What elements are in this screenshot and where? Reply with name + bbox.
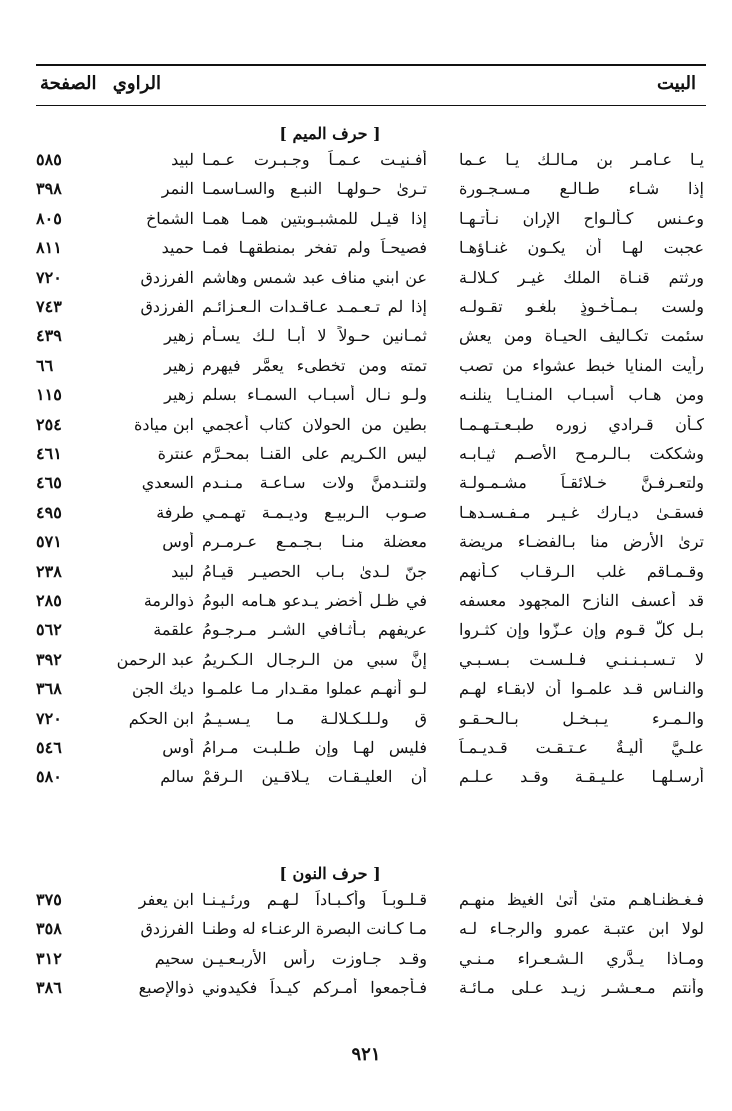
page-reference: ٧٢٠ [36,708,62,728]
narrator-name: الفرزدق [140,267,194,287]
verse-row [0,209,732,238]
verse-second-hemistich: تـرىٰ حـولهـا النبـع والسـاسمـا [202,179,427,199]
narrator-name: الفرزدق [140,297,194,316]
narrator-name: لبيد [171,561,194,581]
narrator-name: ابن الحكم [128,708,194,728]
page-reference: ٣٦٨ [36,679,62,699]
verse-first-hemistich: عجبت لهـا أن يكـون غنـاؤهـا [459,238,704,258]
narrator-name: ابن ميادة [134,414,194,434]
verse-first-hemistich: رأيت المنايا خبط عشواء من تصب [459,355,704,375]
verse-first-hemistich: إذا شـاء طـالـع مـسـجـورة [459,179,704,199]
verse-row [0,679,732,708]
verse-row [0,591,732,620]
verse-first-hemistich: سئمت تكـاليف الحيـاة ومن يعش [459,326,704,346]
verse-first-hemistich: وعـنس كـألـواح الإران نـأتـهـا [459,208,704,228]
page-reference: ١١٥ [36,385,62,405]
verse-second-hemistich: فصيحـاً ولم تفخر بمنطقهـا فمـا [202,238,427,258]
page-number: ٩٢١ [351,1044,381,1065]
verse-first-hemistich: ترىٰ الأرض منا بـالفضـاء مريضة [459,532,704,552]
section-title: [ حرف النون ] [279,864,381,883]
verse-first-hemistich: ورثتم قنـاة الملك غيـر كـلالـة [459,267,704,287]
page-reference: ٥٧١ [36,532,62,552]
header-top-rule [36,64,706,66]
page-reference: ٥٤٦ [36,738,62,757]
narrator-name: السعدي [141,473,194,493]
verse-first-hemistich: والنـاس قـد علمـوا أن لابقـاء لهـم [459,679,704,699]
verse-first-hemistich: لا تـسـبـنـنـي فـلـسـت بـسـبـي [459,649,704,669]
page-reference: ٥٨٠ [36,767,62,787]
verse-second-hemistich: معضلة منـا بـجـمـع عـرمـرم [202,532,427,552]
verse-first-hemistich: وقـمـاقم غلب الـرقـاب كـأنهم [459,561,704,581]
verse-row [0,150,732,179]
verse-second-hemistich: بطين من الحولان كتاب أعجمي [202,414,427,434]
verse-second-hemistich: قِ ولـلـكـلالـة مـا يـسـيـمُ [202,708,427,728]
narrator-name: علقمة [153,620,194,640]
verse-second-hemistich: تمته ومن تخطىء يعمَّر فيهرم [202,355,427,375]
verse-second-hemistich: في ظـل أخضر يـدعو هـامه البومُ [202,591,427,610]
narrator-name: الفرزدق [140,919,194,939]
verse-row [0,890,732,919]
verse-row [0,949,732,978]
verse-second-hemistich: عريفهم بـأثـافي الشـر مـرجـومُ [202,620,427,640]
verse-second-hemistich: ثمـانين حـولاً لا أبـا لـك يسـأم [202,326,427,346]
verse-row [0,978,732,1007]
verse-first-hemistich: ومـاذا يـدَّري الـشـعـراء مـنـي [459,948,704,968]
verse-first-hemistich: ولست بـمـأخـوذٍ بلغـو تقـولـه [459,297,704,316]
verse-second-hemistich: ولتنـدمنَّ ولات سـاعـة مـنـدم [202,473,427,493]
verse-row [0,385,732,414]
page-reference: ٣٩٨ [36,179,62,199]
header-verse: البيت [656,73,696,94]
verse-second-hemistich: ليس الكـريم على القنـا بمحـرَّم [202,444,427,463]
verse-second-hemistich: عن ابني مناف عبد شمس وهاشم [202,267,427,287]
narrator-name: ديك الجن [132,679,194,699]
page-reference: ٥٦٢ [36,620,62,640]
verse-row [0,356,732,385]
verse-second-hemistich: لـو أنهـم عملوا مقـدار مـا علمـوا [202,679,427,699]
verse-row [0,238,732,267]
verse-first-hemistich: لولا ابن عتبـة عمرو والرجـاء لـه [459,919,704,939]
verse-second-hemistich: أفـنيـت عـمـاً وجـبـرت عـمـا [202,150,427,169]
verse-first-hemistich: فسقـىٰ ديـارك غـيـر مـفـسـدهـا [459,502,704,522]
page-reference: ٤٦١ [36,444,62,463]
verse-second-hemistich: أن العليـقـات يـلاقـين الـرقمْ [202,767,427,787]
page-reference: ٣٨٦ [36,978,62,998]
verse-row [0,620,732,649]
section-title: [ حرف الميم ] [279,124,381,143]
page-reference: ٣٥٨ [36,919,62,939]
narrator-name: سالم [160,767,194,787]
narrator-name: النمر [161,179,194,199]
verse-second-hemistich: فـأجمعوا أمـركم كيـداً فكيدوني [202,978,427,998]
narrator-name: عبد الرحمن [116,649,194,669]
narrator-name: طرفة [156,502,194,522]
verse-second-hemistich: إذا لم تـعـمـد عـاقـدات الـعـزائـم [202,297,427,316]
verse-first-hemistich: ومن هـاب أسبـاب المنـايـا ينلنـه [459,385,704,405]
table-header [36,64,706,106]
verse-row [0,326,732,355]
verse-second-hemistich: إذا قيـل للمشبـوبتين همـا همـا [202,208,427,228]
page-reference: ٨١١ [36,238,62,258]
verse-first-hemistich: فـغـظنـاهـم متىٰ أتىٰ الغيظ منهـم [459,890,704,909]
verse-first-hemistich: والـمـرء يـبـخـل بـالـحـقـو [459,708,704,728]
verse-row [0,562,732,591]
header-narrator: الراوي [112,73,161,94]
verse-row [0,503,732,532]
page-reference: ٤٩٥ [36,502,62,522]
narrator-name: حميد [161,238,194,258]
page-reference: ٨٠٥ [36,208,62,228]
page-reference: ٢٥٤ [36,414,62,434]
verse-second-hemistich: مـا كـانت البصرة الرعنـاء له وطنـا [202,919,427,939]
page-reference: ٥٨٥ [36,150,62,169]
header-bottom-rule [36,105,706,106]
verse-second-hemistich: صـوب الـربيـع وديـمـة تهـمـي [202,502,427,522]
verse-second-hemistich: ولـو نـال أسبـاب السمـاء بسلم [202,385,427,405]
verse-first-hemistich: كـأن قـرادي زوره طبـعـتـهـمـا [459,414,704,434]
narrator-name: ذوالإصبع [138,978,194,998]
verse-row [0,709,732,738]
verse-first-hemistich: وأنتم مـعـشـر زيـد عـلى مـائـة [459,978,704,998]
narrator-name: زهير [164,326,194,346]
narrator-name: الشماخ [145,208,194,228]
verse-row [0,179,732,208]
verse-row [0,532,732,561]
verse-first-hemistich: أرسـلهـا علـيـقـة وقـد عـلـم [459,767,704,787]
page-reference: ٢٨٥ [36,591,62,610]
page-reference: ٢٣٨ [36,561,62,581]
verse-row [0,650,732,679]
page-reference: ٧٤٣ [36,297,62,316]
narrator-name: عنترة [157,444,194,463]
narrator-name: أوس [162,532,194,552]
verse-row [0,268,732,297]
verse-second-hemistich: وقـد جـاوزت رأس الأربـعـيـنِ [202,948,427,968]
verse-first-hemistich: بـل كلّ قـوم وإن عـزّوا وإن كثـروا [459,620,704,640]
page-reference: ٧٢٠ [36,267,62,287]
narrator-name: زهير [164,385,194,405]
verse-first-hemistich: يـا عـامـر بن مـالـك يـا عـما [459,150,704,169]
narrator-name: لبيد [171,150,194,169]
verse-first-hemistich: وشككت بـالـرمـح الأصـم ثيـابـه [459,444,704,463]
narrator-name: ذوالرمة [143,591,194,610]
page-reference: ٣٩٢ [36,649,62,669]
verse-second-hemistich: فليس لهـا وإن طـلبـت مـرامُ [202,738,427,757]
verse-row [0,415,732,444]
verse-row [0,738,732,767]
verse-second-hemistich: قـلـوبـاً وأكـبـاداً لـهـم ورئـيـنـا [202,890,427,909]
verse-row [0,767,732,796]
verse-second-hemistich: جنّ لـدىٰ بـاب الحصيـر قيـامُ [202,561,427,581]
verse-row [0,444,732,473]
page-reference: ٦٦ [36,355,54,375]
narrator-name: سحيم [154,948,194,968]
narrator-name: أوس [162,738,194,757]
narrator-name: زهير [164,355,194,375]
narrator-name: ابن يعفر [138,890,194,909]
verse-first-hemistich: قد أعسف النازح المجهود معسفه [459,591,704,610]
verse-first-hemistich: علـيَّ أليـةٌ عـتـقـت قـديـمـاً [459,738,704,757]
verse-row [0,297,732,326]
page-reference: ٣٧٥ [36,890,62,909]
page-reference: ٣١٢ [36,948,62,968]
header-page: الصفحة [40,73,97,94]
verse-first-hemistich: ولتعـرفـنَّ خـلائقـاً مشـمـولـة [459,473,704,493]
verse-row [0,473,732,502]
page-reference: ٤٣٩ [36,326,62,346]
verse-row [0,919,732,948]
page-reference: ٤٦٥ [36,473,62,493]
verse-second-hemistich: إنَّ سبي من الـرجـال الـكـريمُ [202,649,427,669]
